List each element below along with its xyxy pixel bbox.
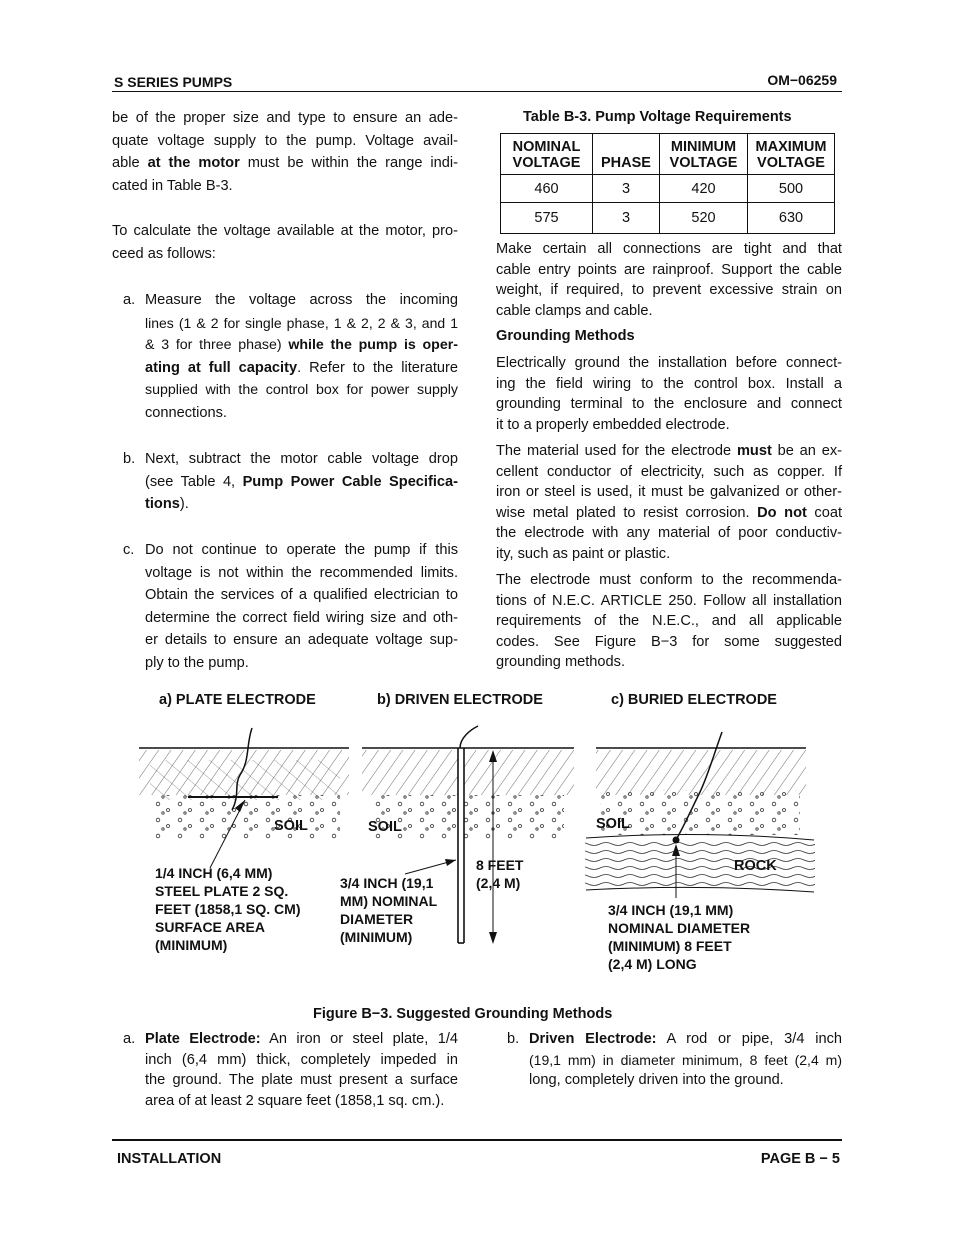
col-header-phase: PHASE (593, 134, 660, 175)
footer-left: INSTALLATION (117, 1151, 222, 1167)
header-right: OM−06259 (767, 72, 837, 88)
caption-plate-electrode: 1/4 INCH (6,4 MM) STEEL PLATE 2 SQ. FEET (1858,1 SQ. CM) SURFACE AREA (MINIMUM) (155, 865, 301, 953)
right-paragraph-2: Electrically ground the installation before connect- ing the field wiring to the control box. Install a grounding terminal to the enclosure and connect it to a properly embedded electrode. (496, 355, 842, 433)
figure-caption: Figure B−3. Suggested Grounding Methods (313, 1006, 613, 1022)
col-header-maximum: MAXIMUM VOLTAGE (748, 134, 835, 175)
left-paragraph-1: be of the proper size and type to ensure an ade- quate voltage supply to the pump. Voltage avail- able at the motor must be within the range indi- cated in Table B-3. (112, 110, 458, 194)
buried-electrode-illustration (585, 732, 815, 898)
caption-driven-length: 8 FEET (2,4 M) (476, 857, 524, 891)
header-left: S SERIES PUMPS (114, 74, 233, 90)
table-title: Table B-3. Pump Voltage Requirements (523, 109, 792, 125)
list-item-b: b. Next, subtract the motor cable voltage drop (see Table 4, Pump Power Cable Specifica- tions). (123, 451, 458, 512)
grounding-heading: Grounding Methods (496, 328, 635, 344)
table-row: 460 3 420 500 (501, 175, 835, 203)
table-row: 575 3 520 630 (501, 203, 835, 234)
right-paragraph-4: The electrode must conform to the recommenda- tions of N.E.C. ARTICLE 250. Follow all installation requirements of the N.E.C., and all applicable codes. See Figure B−3 for some suggested grounding methods. (496, 572, 842, 671)
caption-driven-electrode: 3/4 INCH (19,1 MM) NOMINAL DIAMETER (MINIMUM) (340, 875, 438, 945)
figure-label-c: c) BURIED ELECTRODE (611, 692, 777, 708)
soil-label-b: SOIL (368, 819, 402, 835)
right-paragraph-3: The material used for the electrode must be an ex- cellent conductor of electricity, such as copper. If iron or steel is used, it must be galvanized or other- wise metal plated to resist corrosion. Do not coat the electrode with any material of poor conductiv- ity, such as paint or plastic. (496, 443, 843, 562)
col-header-nominal: NOMINAL VOLTAGE (501, 134, 593, 175)
plate-electrode-illustration (139, 728, 349, 868)
list-item-a: a. Measure the voltage across the incoming lines (1 & 2 for single phase, 1 & 2, 2 & 3, and 1 & 3 for three phase) while the pump is oper- ating at full capacity. Refer to the literature supplied with the control box for power supply connections. (123, 292, 459, 421)
bottom-item-a: a. Plate Electrode: An iron or steel plate, 1/4 inch (6,4 mm) thick, completely impeded in the ground. The plate must present a surface area of at least 2 square feet (1858,1 sq. cm.). (123, 1031, 458, 1109)
list-item-c: c. Do not continue to operate the pump if this voltage is not within the recommended limits. Obtain the services of a qualified electrician to determine the correct field wiring size and oth- er details to ensure an adequate voltage sup- ply to the pump. (123, 542, 458, 671)
bottom-item-b: b. Driven Electrode: A rod or pipe, 3/4 inch (19,1 mm) in diameter minimum, 8 feet (2,4 m) long, completely driven into the ground. (507, 1031, 842, 1088)
soil-label-a: SOIL (274, 818, 308, 834)
left-paragraph-2: To calculate the voltage available at the motor, pro- ceed as follows: (112, 223, 458, 262)
figure-label-a: a) PLATE ELECTRODE (159, 692, 316, 708)
right-paragraph-1: Make certain all connections are tight and that cable entry points are rainproof. Support the cable weight, if required, to prevent excessive strain on cable clamps and cable. (496, 241, 842, 319)
soil-label-c: SOIL (596, 816, 630, 832)
figure-label-b: b) DRIVEN ELECTRODE (377, 692, 543, 708)
caption-buried-electrode: 3/4 INCH (19,1 MM) NOMINAL DIAMETER (MINIMUM) 8 FEET (2,4 M) LONG (608, 902, 751, 972)
rock-label: ROCK (734, 858, 777, 874)
footer-right: PAGE B − 5 (760, 1151, 840, 1167)
footer-rule (112, 1139, 842, 1141)
col-header-minimum: MINIMUM VOLTAGE (660, 134, 748, 175)
